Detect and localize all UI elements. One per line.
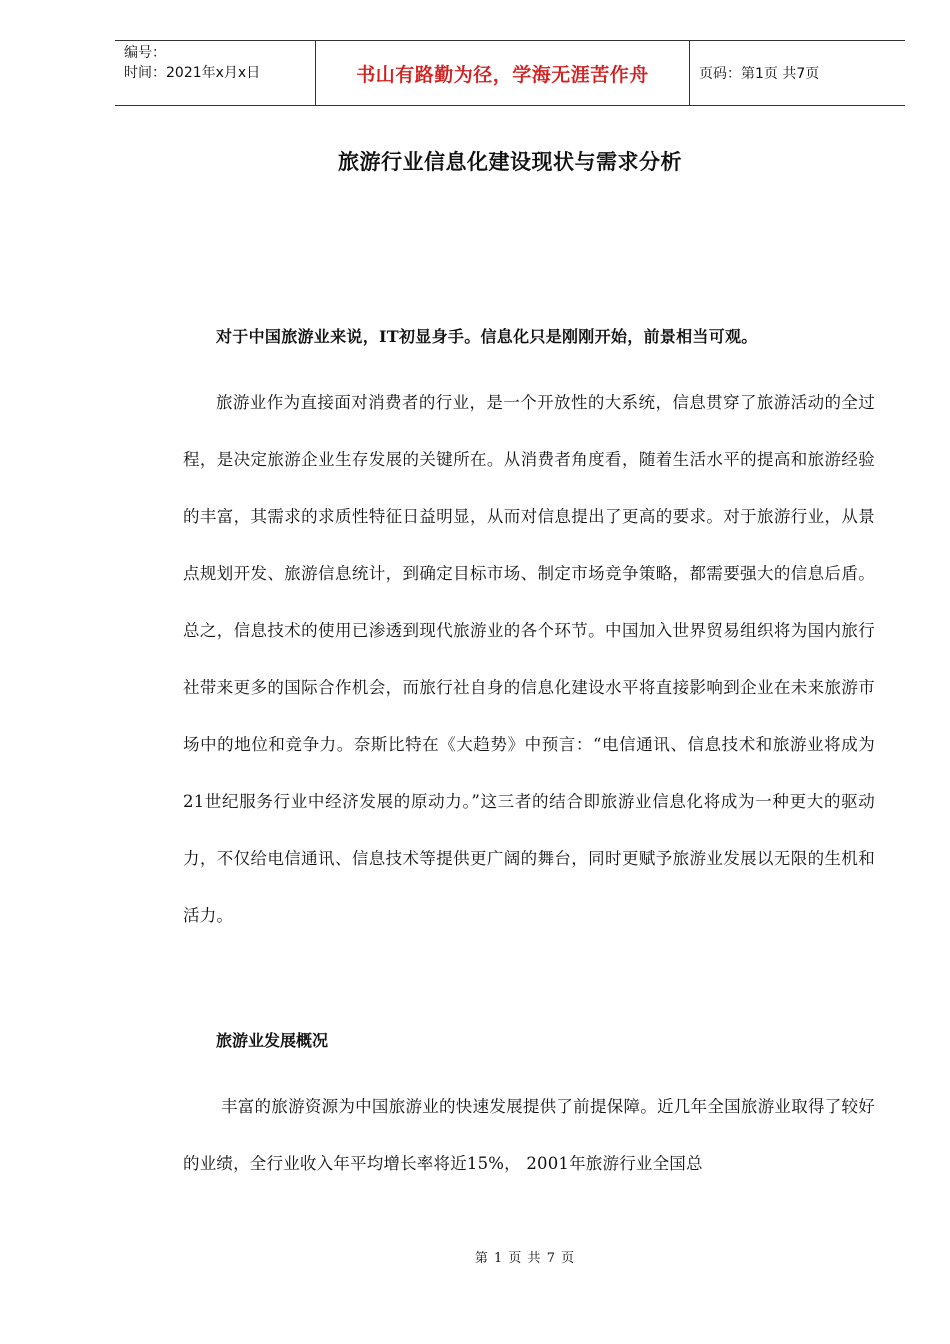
body-paragraph-2: 丰富的旅游资源为中国旅游业的快速发展提供了前提保障。近几年全国旅游业取得了较好的业绩，全行业收入年平均增长率将近15%， 2001年旅游行业全国总 [183, 1097, 875, 1173]
document-title: 旅游行业信息化建设现状与需求分析 [338, 150, 682, 174]
time-label: 时间：2021年x月x日 [124, 65, 261, 81]
page-header [115, 40, 905, 106]
motto-text: 书山有路勤为径，学海无涯苦作舟 [356, 63, 649, 86]
serial-number-label: 编号： [124, 45, 166, 61]
body-paragraph-1: 旅游业作为直接面对消费者的行业，是一个开放性的大系统，信息贯穿了旅游活动的全过程，是决定旅游企业生存发展的关键所在。从消费者角度看，随着生活水平的提高和旅游经验的丰富，其需求的求质性特征日益明显，从而对信息提出了更高的要求。对于旅游行业，从景点规划开发、旅游信息统计，到确定目标市场、制定市场竞争策略，都需要强大的信息后盾。总之，信息技术的使用已渗透到现代旅游业的各个环节。中国加入世界贸易组织将为国内旅行社带来更多的国际合作机会，而旅行社自身的信息化建设水平将直接影响到企业在未来旅游市场中的地位和竞争力。奈斯比特在《大趋势》中预言：“电信通讯、信息技术和旅游业将成为21世纪服务行业中经济发展的原动力。”这三者的结合即旅游业信息化将成为一种更大的驱动力，不仅给电信通讯、信息技术等提供更广阔的舞台，同时更赋予旅游业发展以无限的生机和活力。 [183, 393, 875, 925]
header-meta-cell [115, 41, 316, 105]
section-heading: 旅游业发展概况 [216, 1031, 329, 1050]
page-info-cell [690, 41, 905, 105]
motto-cell [316, 41, 690, 105]
page-info-text: 页码：第1页 共7页 [699, 66, 820, 82]
lead-sentence: 对于中国旅游业来说，IT初显身手。信息化只是刚刚开始，前景相当可观。 [216, 327, 758, 346]
page-footer: 第 1 页 共 7 页 [474, 1251, 576, 1266]
